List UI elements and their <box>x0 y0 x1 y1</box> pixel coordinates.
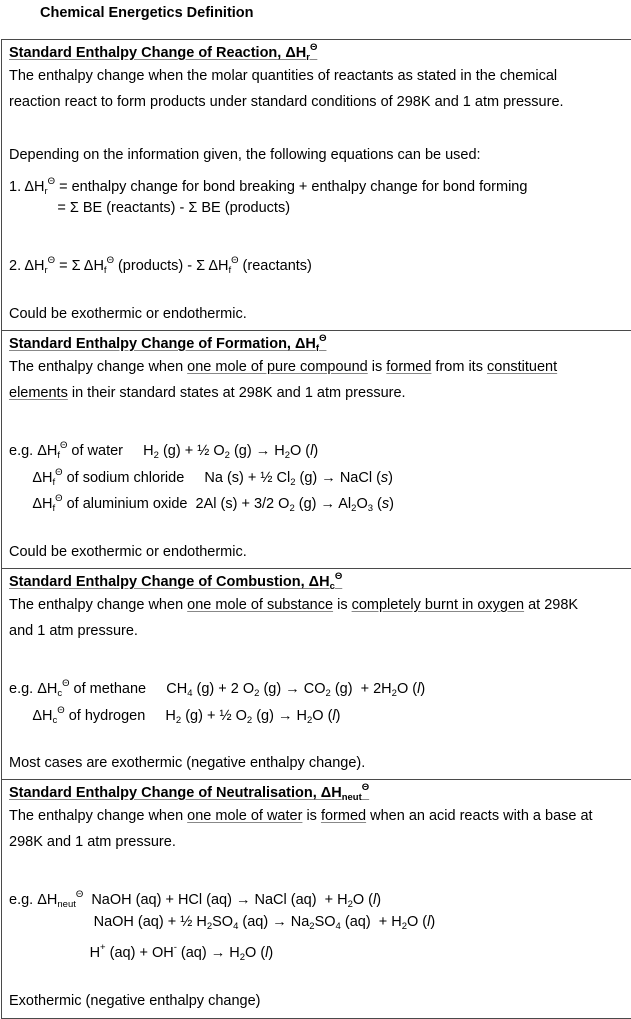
text-segment: from its <box>431 359 487 375</box>
text-segment: ) <box>376 892 382 909</box>
text-line <box>9 486 625 512</box>
text-segment: (aq) + H <box>340 913 402 930</box>
text-segment: ( <box>373 495 382 512</box>
text-segment: and 1 atm pressure. <box>9 623 138 640</box>
superscript: Θ <box>319 333 327 344</box>
text-segment: (g) → H <box>229 443 285 460</box>
text-line <box>9 169 625 195</box>
text-line <box>9 618 625 644</box>
subscript: r <box>306 52 310 63</box>
text-segment: in their standard states at 298K and 1 atm pressure. <box>67 385 406 402</box>
superscript: Θ <box>75 889 84 901</box>
subscript: 2 <box>254 688 260 700</box>
section-formation <box>2 331 631 569</box>
text-segment: SO <box>212 913 234 930</box>
text-line <box>9 988 625 1014</box>
text-segment: ) <box>335 707 341 724</box>
text-segment: (g) → CO <box>259 681 326 698</box>
text-line <box>9 935 625 961</box>
text-segment: elements <box>9 385 68 402</box>
text-segment: (g) → Al <box>294 495 352 512</box>
subscript: 2 <box>224 450 230 462</box>
text-segment: l <box>265 944 269 961</box>
text-segment: ) <box>389 495 394 512</box>
subscript: c <box>52 714 58 726</box>
text-segment: (g) + 2H <box>330 681 392 698</box>
blank-line <box>9 961 625 987</box>
text-line <box>9 89 625 115</box>
text-segment: one mole of pure compound <box>187 359 368 375</box>
text-segment: of methane CH <box>69 681 188 698</box>
superscript: Θ <box>361 782 370 793</box>
superscript: + <box>100 941 106 953</box>
text-segment: H <box>9 944 101 961</box>
subscript: 2 <box>206 920 213 932</box>
text-line <box>9 803 625 829</box>
superscript: Θ <box>47 254 56 266</box>
text-segment: is <box>302 808 321 824</box>
text-segment: formed <box>320 808 367 824</box>
text-line <box>9 63 625 89</box>
text-line <box>9 829 625 855</box>
text-segment: (reactants) <box>238 257 312 274</box>
section-heading <box>9 569 625 592</box>
text-segment: one mole of substance <box>187 597 334 613</box>
subscript: r <box>44 185 48 197</box>
text-segment: NaOH (aq) + HCl (aq) → NaCl (aq) + H <box>83 892 348 909</box>
subscript: f <box>52 502 56 514</box>
text-segment: O ( <box>352 892 373 909</box>
text-segment: (aq) → H <box>176 944 240 961</box>
text-segment: e.g. ΔH <box>9 892 58 909</box>
blank-line <box>9 274 625 300</box>
text-line <box>9 750 625 776</box>
text-segment: NaOH (aq) + ½ H <box>9 913 207 930</box>
text-segment: Standard Enthalpy Change of Combustion, ΔH <box>9 574 330 590</box>
text-segment: Exothermic (negative enthalpy change) <box>9 992 261 1009</box>
text-line <box>9 380 625 406</box>
text-segment: = enthalpy change for bond breaking + enthalpy change for bond forming <box>55 178 528 195</box>
heading-text <box>9 42 318 63</box>
subscript: 2 <box>290 476 296 488</box>
superscript: Θ <box>334 571 343 582</box>
text-segment: is <box>333 597 352 613</box>
text-segment: l <box>427 913 431 930</box>
text-line <box>9 248 625 274</box>
text-segment: ΔH <box>9 495 53 512</box>
subscript: f <box>228 264 232 276</box>
blank-line <box>9 724 625 750</box>
text-segment: Could be exothermic or endothermic. <box>9 305 247 322</box>
section-heading <box>9 780 625 803</box>
text-line <box>9 592 625 618</box>
text-segment: (aq) + OH <box>105 944 174 961</box>
text-segment: of aluminium oxide 2Al (s) + 3/2 O <box>62 495 290 512</box>
text-segment: Standard Enthalpy Change of Neutralisation, ΔH <box>9 785 342 801</box>
subscript: 2 <box>153 450 159 462</box>
blank-line <box>9 645 625 671</box>
blank-line <box>9 221 625 247</box>
superscript: Θ <box>47 175 56 187</box>
text-segment: (aq) → Na <box>238 913 310 930</box>
heading-text <box>9 333 327 354</box>
text-segment: The enthalpy change when <box>9 597 188 613</box>
text-segment: l <box>373 892 377 909</box>
text-segment: Standard Enthalpy Change of Formation, ΔH <box>9 336 316 352</box>
subscript: r <box>44 264 48 276</box>
text-segment: l <box>417 681 421 698</box>
text-segment: O ( <box>312 707 333 724</box>
subscript: 2 <box>239 951 246 963</box>
text-segment: O <box>356 495 368 512</box>
superscript: - <box>173 941 177 953</box>
text-line <box>9 195 625 221</box>
text-segment: l <box>310 443 314 460</box>
subscript: 2 <box>175 714 182 726</box>
subscript: neut <box>57 899 76 911</box>
text-segment: reaction react to form products under standard conditions of 298K and 1 atm pressure. <box>9 94 564 111</box>
text-segment: Most cases are exothermic (negative enthalpy change). <box>9 755 366 772</box>
text-line <box>9 460 625 486</box>
text-segment: O ( <box>396 681 418 698</box>
text-line <box>9 433 625 462</box>
text-segment: is <box>367 359 387 375</box>
subscript: 2 <box>401 920 407 932</box>
subscript: f <box>103 264 107 276</box>
section-heading <box>9 331 625 354</box>
text-segment: e.g. ΔH <box>9 443 58 460</box>
text-segment: (g) → H <box>252 707 307 724</box>
text-segment: ΔH <box>9 707 53 724</box>
subscript: 3 <box>367 502 374 514</box>
superscript: Θ <box>309 42 318 53</box>
superscript: Θ <box>231 254 239 266</box>
subscript: 4 <box>233 920 239 932</box>
text-segment: l <box>332 707 336 724</box>
text-segment: (g) → NaCl ( <box>295 469 381 486</box>
text-segment: ) <box>420 681 426 698</box>
text-segment: ) <box>268 944 274 961</box>
text-segment: s <box>381 495 390 512</box>
subscript: neut <box>341 792 362 803</box>
subscript: f <box>315 343 320 354</box>
superscript: Θ <box>55 492 63 504</box>
document-title: Chemical Energetics Definition <box>40 5 254 21</box>
superscript: Θ <box>55 466 63 478</box>
text-segment: (g) + 2 O <box>192 681 255 698</box>
text-segment: 298K and 1 atm pressure. <box>9 834 176 851</box>
text-segment: e.g. ΔH <box>9 681 58 698</box>
text-segment: The enthalpy change when the molar quantities of reactants as stated in the chemical <box>9 68 558 84</box>
subscript: 2 <box>306 714 313 726</box>
subscript: f <box>52 476 56 488</box>
subscript: 2 <box>351 502 357 514</box>
text-segment: ) <box>430 913 436 930</box>
subscript: 2 <box>391 688 397 700</box>
text-segment: 1. ΔH <box>9 178 45 195</box>
text-segment: The enthalpy change when <box>9 808 188 824</box>
text-segment: formed <box>386 359 432 375</box>
text-segment: of hydrogen H <box>64 707 176 724</box>
section-neutralisation <box>2 780 631 1019</box>
heading-text <box>9 571 343 592</box>
text-segment: completely burnt in oxygen <box>351 597 525 613</box>
text-line <box>9 354 625 380</box>
text-segment: = Σ BE (reactants) - Σ BE (products) <box>9 199 291 216</box>
subscript: 2 <box>347 899 353 911</box>
superscript: Θ <box>57 704 65 716</box>
text-segment: when an acid reacts with a base at <box>366 808 593 824</box>
text-segment: ) <box>388 469 394 486</box>
text-segment: O ( <box>290 443 311 460</box>
text-line <box>9 698 625 724</box>
section-combustion <box>2 569 631 780</box>
subscript: 4 <box>335 920 341 932</box>
superscript: Θ <box>106 254 114 266</box>
text-segment: (products) - Σ ΔH <box>113 257 229 274</box>
blank-line <box>9 407 625 433</box>
text-segment: 2. ΔH <box>9 257 45 274</box>
text-segment: The enthalpy change when <box>9 359 188 375</box>
text-line <box>9 671 625 700</box>
text-segment: SO <box>314 913 336 930</box>
subscript: 2 <box>309 920 315 932</box>
subscript: 2 <box>284 450 290 462</box>
subscript: c <box>329 581 335 592</box>
text-segment: (g) + ½ O <box>181 707 247 724</box>
text-line <box>9 539 625 565</box>
subscript: 2 <box>289 502 295 514</box>
section-reaction <box>2 40 631 331</box>
subscript: 2 <box>325 688 331 700</box>
subscript: c <box>57 688 63 700</box>
text-segment: at 298K <box>524 597 579 613</box>
text-segment: of water H <box>67 443 154 460</box>
section-heading <box>9 40 625 63</box>
blank-line <box>9 856 625 882</box>
text-segment: O ( <box>406 913 428 930</box>
blank-line <box>9 512 625 538</box>
subscript: f <box>57 450 61 462</box>
blank-line <box>9 116 625 142</box>
text-segment: constituent <box>487 359 558 375</box>
subscript: 2 <box>246 714 253 726</box>
text-segment: Standard Enthalpy Change of Reaction, ΔH <box>9 45 307 61</box>
text-line <box>9 142 625 168</box>
text-segment: ) <box>313 443 319 460</box>
text-segment: s <box>380 469 389 486</box>
text-line <box>9 301 625 327</box>
text-line <box>9 882 625 911</box>
text-segment: of sodium chloride Na (s) + ½ Cl <box>62 469 291 486</box>
text-segment: (g) + ½ O <box>158 443 225 460</box>
text-segment: O ( <box>245 944 266 961</box>
text-segment: = Σ ΔH <box>55 257 104 274</box>
superscript: Θ <box>60 440 68 452</box>
text-segment: one mole of water <box>187 808 303 824</box>
superscript: Θ <box>62 678 70 690</box>
subscript: 4 <box>187 688 193 700</box>
text-segment: ΔH <box>9 469 53 486</box>
text-segment: Could be exothermic or endothermic. <box>9 543 247 560</box>
heading-text <box>9 782 370 803</box>
definitions-table <box>1 39 631 1019</box>
text-line <box>9 909 625 935</box>
text-segment: Depending on the information given, the following equations can be used: <box>9 147 481 164</box>
